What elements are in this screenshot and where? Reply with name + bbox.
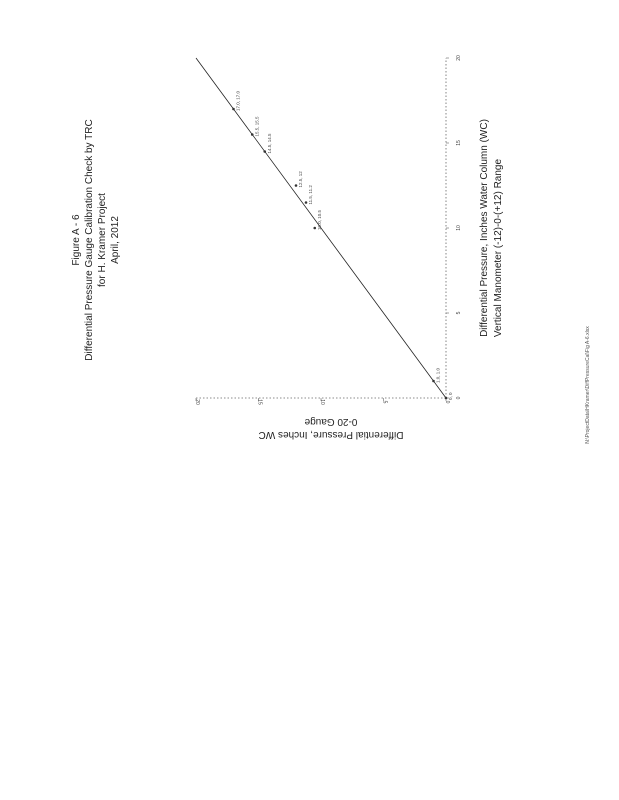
x-tick-label: 15 (456, 140, 462, 146)
data-point-label: 11.5, 11.2 (308, 185, 313, 205)
data-point (232, 108, 235, 111)
data-point (432, 380, 435, 383)
data-point (445, 397, 448, 400)
y-axis-title: Differential Pressure, Inches WC (258, 429, 404, 440)
data-point (263, 150, 266, 153)
data-point-label: 12.5, 12 (298, 171, 303, 188)
y-tick-label: 20 (194, 399, 200, 405)
data-point (313, 227, 316, 230)
data-point-label: 17.0, 17.0 (235, 90, 241, 111)
data-point (295, 184, 298, 187)
x-tick-label: 5 (456, 311, 462, 315)
x-axis-subtitle: Vertical Manometer (-12)-0-(+12) Range (493, 158, 504, 338)
x-axis-title: Differential Pressure, Inches Water Column (WC) (479, 119, 490, 337)
x-tick-label: 20 (456, 55, 462, 61)
data-point-label: 0, 0 (448, 392, 453, 400)
data-point-label: 1.0, 1.0 (435, 367, 441, 383)
data-point (251, 133, 254, 136)
figure-date: April, 2012 (110, 216, 121, 264)
y-tick-label: 10 (319, 399, 325, 405)
data-point-label: 15.5, 15.5 (254, 116, 260, 137)
figure-project: for H. Kramer Project (97, 193, 108, 287)
figure-title: Differential Pressure Gauge Calibration Check by TRC (84, 119, 95, 361)
x-tick-label: 0 (456, 396, 462, 400)
y-axis-subtitle: 0-20 Gauge (304, 416, 358, 427)
y-tick-label: 15 (256, 399, 263, 405)
figure-number: Figure A - 6 (71, 214, 82, 266)
y-tick-label: 5 (381, 400, 388, 404)
data-point-label: 14.5, 14.5 (266, 133, 272, 154)
chart-plot-area (194, 55, 504, 440)
data-point-label: 10.0, 10.5 (316, 209, 322, 230)
data-point (305, 201, 308, 204)
y-tick-label: 0 (444, 400, 450, 404)
file-path-note: N:\ProjectData\HKramer\DiffPressureCal\Fig A-6.xlsx (585, 326, 591, 444)
x-tick-label: 10 (456, 225, 462, 231)
